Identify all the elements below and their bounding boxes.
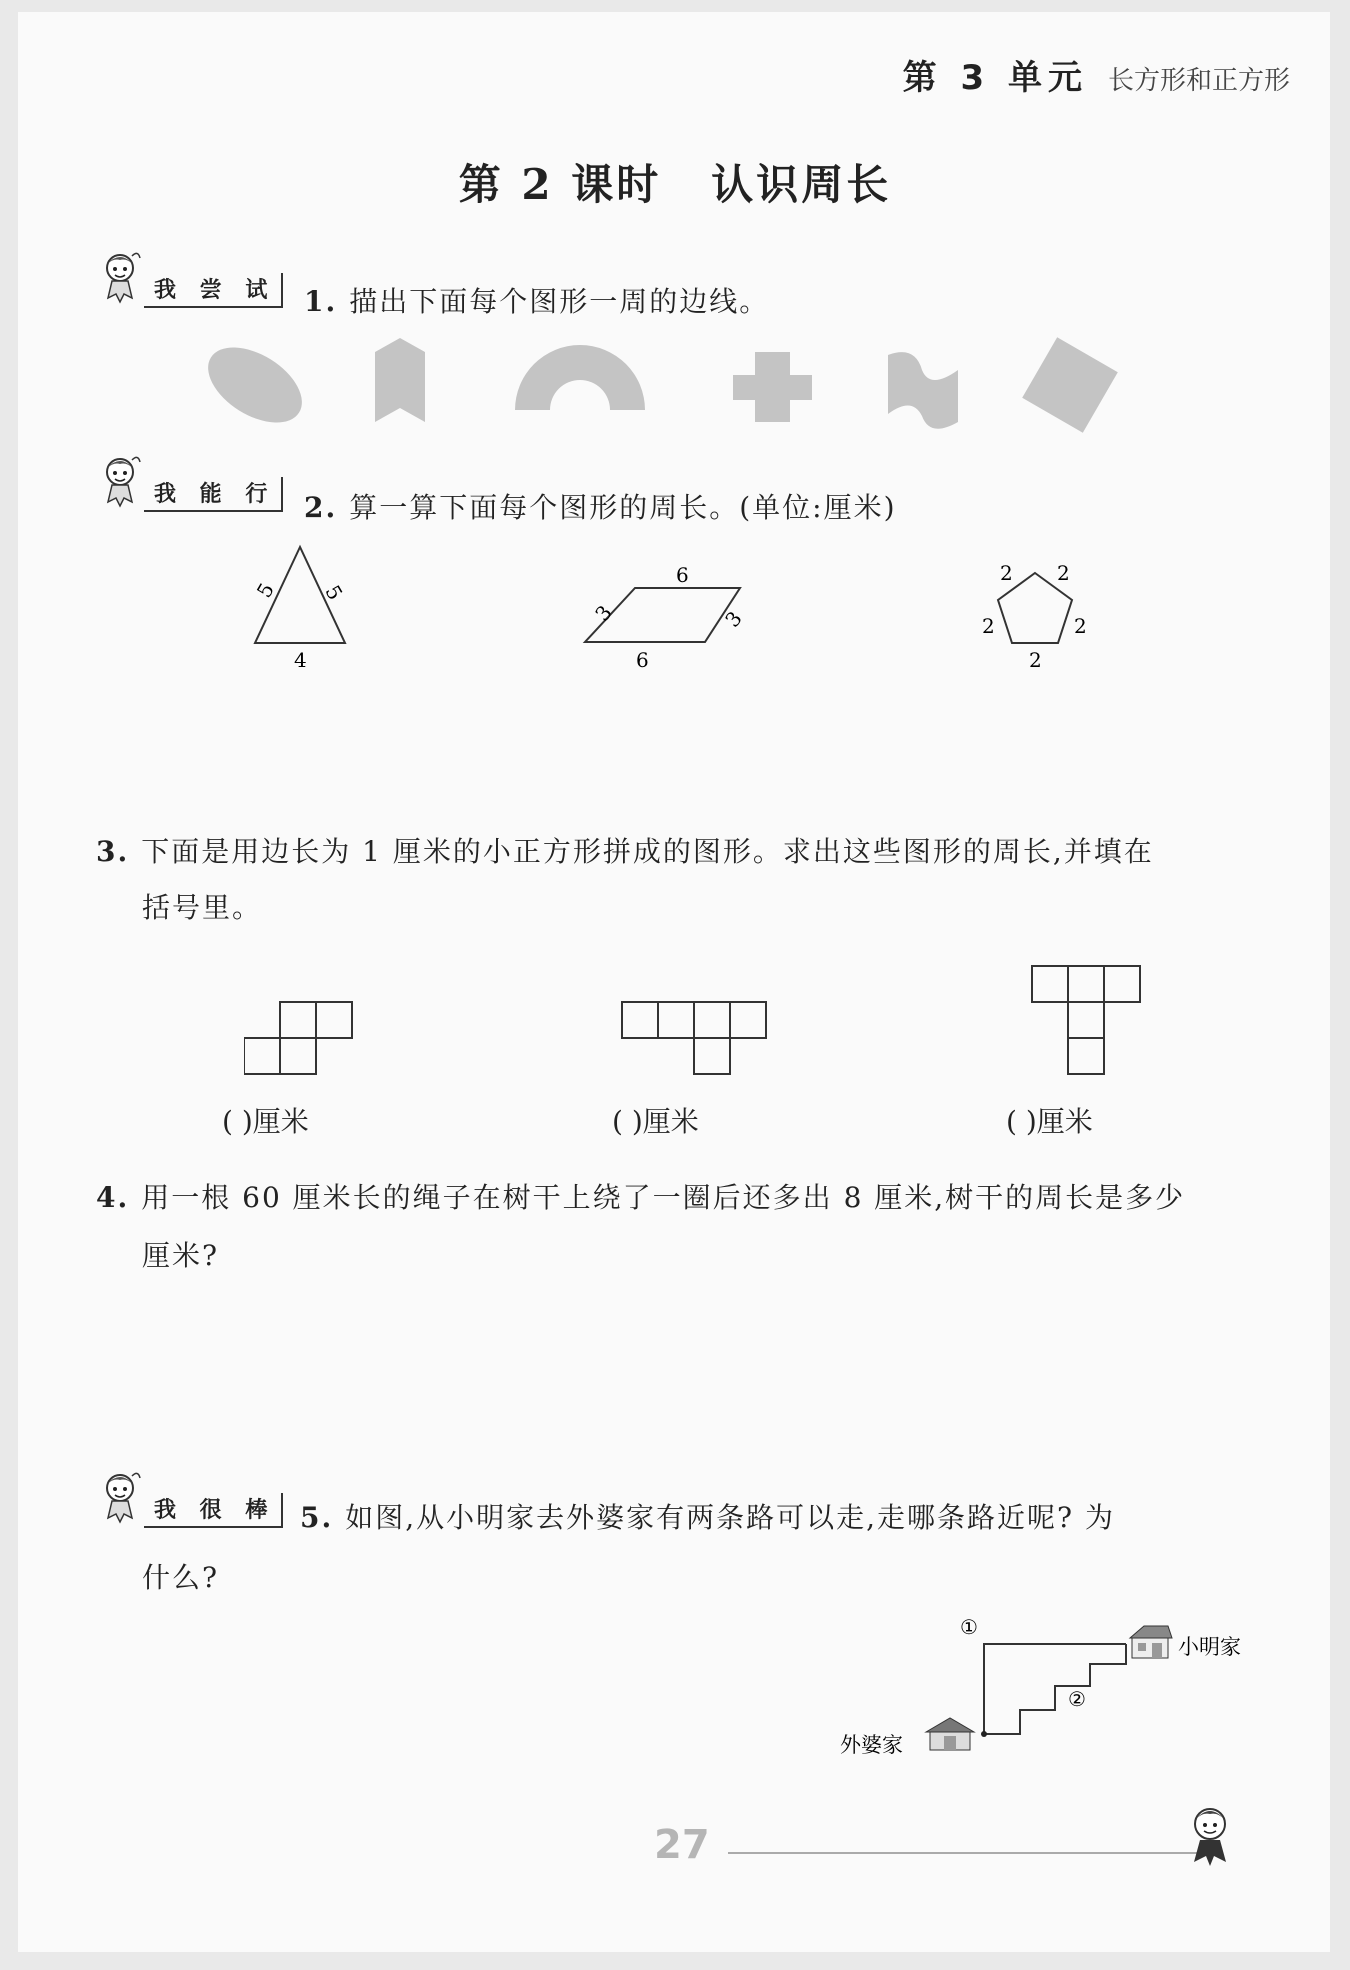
q1-shapes — [200, 330, 1140, 440]
pentagon-side-5-label: 2 — [1029, 648, 1042, 672]
question-2-number: 2. — [304, 491, 338, 524]
question-3 — [96, 830, 1154, 870]
section-badge-can — [96, 452, 283, 512]
q5-route-map — [830, 1610, 1260, 1770]
question-4 — [96, 1176, 1185, 1216]
question-4-line-1: 用一根 60 厘米长的绳子在树干上绕了一圈后还多出 8 厘米,树干的周长是多少 — [141, 1181, 1186, 1214]
section-badge-great — [96, 1468, 283, 1528]
parallelogram-right-label: 3 — [720, 606, 747, 632]
xiaoming-house-icon — [1130, 1626, 1172, 1658]
shape-arch — [515, 345, 645, 410]
unit-subtitle: 长方形和正方形 — [1107, 66, 1290, 96]
lesson-topic: 认识周长 — [711, 160, 892, 209]
q2-triangle — [240, 535, 370, 675]
unit-title: 第 3 单元 — [897, 50, 1094, 99]
question-1-number: 1. — [304, 285, 338, 318]
pentagon-side-3-label: 2 — [982, 614, 995, 638]
pentagon-side-2-label: 2 — [1057, 561, 1070, 585]
triangle-left-label: 5 — [251, 578, 279, 602]
section-badge-try — [96, 248, 283, 308]
q3-figure-3 — [1030, 964, 1142, 1076]
shape-cross — [733, 352, 812, 422]
question-4-line-2: 厘米? — [142, 1239, 220, 1272]
question-3-line-1: 下面是用边长为 1 厘米的小正方形拼成的图形。求出这些图形的周长,并填在 — [141, 835, 1154, 868]
question-5-line-2: 什么? — [142, 1561, 220, 1594]
parallelogram-bottom-label: 6 — [636, 648, 649, 672]
question-5-number: 5. — [300, 1501, 334, 1534]
lesson-title — [0, 152, 1350, 212]
shape-diamond — [1022, 337, 1118, 433]
q3-figure-2 — [620, 1000, 770, 1076]
unit-header — [897, 50, 1290, 99]
pentagon-side-4-label: 2 — [1074, 614, 1087, 638]
question-1 — [304, 280, 769, 320]
lesson-number: 第 2 课时 — [458, 160, 662, 209]
triangle-right-label: 5 — [320, 581, 348, 605]
q2-parallelogram — [570, 560, 770, 675]
question-1-text: 描出下面每个图形一周的边线。 — [349, 285, 770, 318]
q3-answer-3[interactable]: ( )厘米 — [1006, 1105, 1093, 1138]
q3-figure-1 — [244, 1000, 356, 1076]
shape-oval — [200, 332, 315, 438]
question-5-line-1: 如图,从小明家去外婆家有两条路可以走,走哪条路近呢? 为 — [345, 1501, 1115, 1534]
question-2-text: 算一算下面每个图形的周长。(单位:厘米) — [349, 491, 897, 524]
question-4-number: 4. — [96, 1181, 130, 1214]
route-2-label: ② — [1068, 1687, 1086, 1711]
section-label-can: 我 能 行 — [144, 477, 283, 512]
question-5 — [300, 1496, 1115, 1536]
triangle-bottom-label: 4 — [294, 648, 307, 672]
q3-answer-2[interactable]: ( )厘米 — [612, 1105, 699, 1138]
page-number: 27 — [654, 1822, 710, 1868]
shape-flag — [888, 352, 958, 429]
footer-mascot-icon — [1180, 1800, 1250, 1870]
q2-pentagon — [960, 555, 1110, 680]
route-2-path — [984, 1644, 1126, 1734]
grandma-house-label: 外婆家 — [840, 1733, 903, 1757]
route-1-label: ① — [960, 1615, 978, 1639]
question-3-number: 3. — [96, 835, 130, 868]
pentagon-side-1-label: 2 — [1000, 561, 1013, 585]
section-label-try: 我 尝 试 — [144, 273, 283, 308]
question-3-line-2: 括号里。 — [142, 891, 263, 924]
question-2 — [304, 486, 897, 526]
parallelogram-left-label: 3 — [590, 600, 617, 626]
xiaoming-house-label: 小明家 — [1178, 1635, 1241, 1659]
q3-answer-1[interactable]: ( )厘米 — [222, 1105, 309, 1138]
footer-rule — [728, 1852, 1198, 1854]
parallelogram-top-label: 6 — [676, 563, 689, 587]
shape-chevron — [375, 338, 425, 422]
grandma-house-icon — [926, 1718, 974, 1750]
section-label-great: 我 很 棒 — [144, 1493, 283, 1528]
